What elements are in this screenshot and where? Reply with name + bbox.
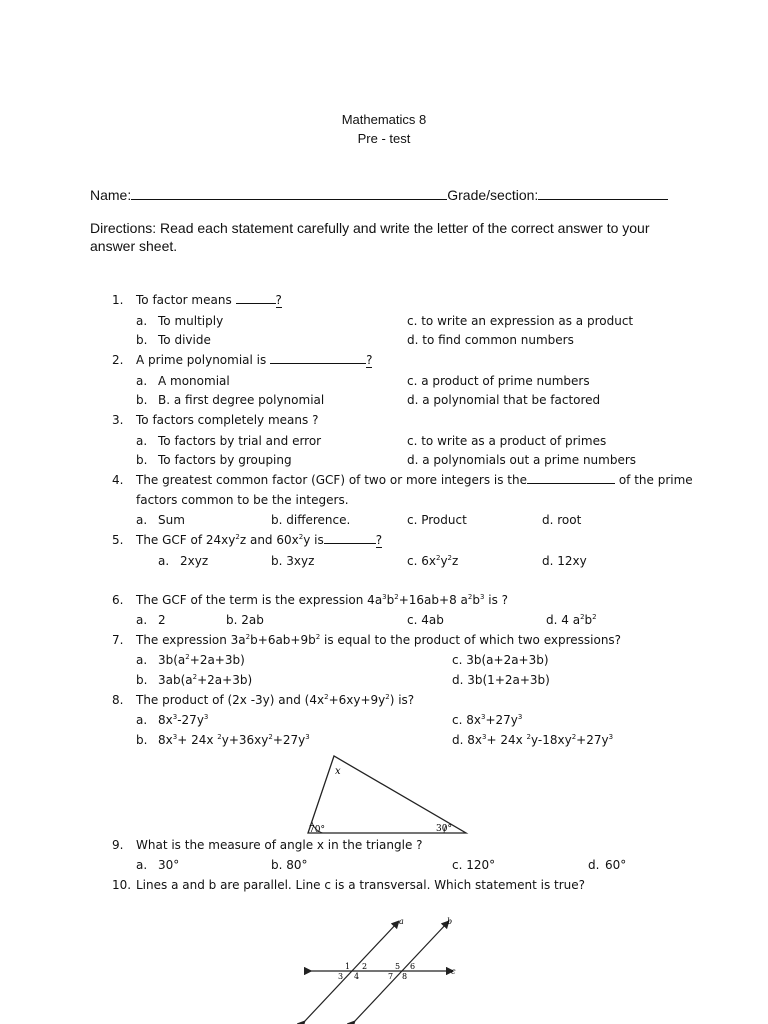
q7-s2: 2 (315, 633, 321, 641)
triangle-figure (300, 752, 476, 836)
name-grade-line (90, 185, 668, 203)
q8-d-s2: 2 (526, 733, 531, 741)
q8-b-s2: 2 (217, 733, 222, 741)
q2-a-letter: a. (136, 374, 148, 388)
angle-5: 5 (395, 962, 401, 971)
q1-end: ? (275, 293, 282, 307)
q5-c-t2: y (440, 554, 448, 568)
q8-a-t1: 8x (158, 713, 173, 727)
q8-d-s3: 2 (571, 733, 577, 741)
q4-text1-end: of the prime (618, 473, 693, 487)
q6-t2: b (386, 593, 395, 607)
q2-b-text: B. a first degree polynomial (158, 393, 325, 407)
q7-number: 7. (112, 633, 124, 647)
q8-c-t1: c. 8x (452, 713, 481, 727)
angle-4: 4 (354, 972, 360, 981)
q6-b: b. 2ab (226, 613, 264, 627)
q7-a-text (158, 653, 245, 667)
q8-c-s2: 3 (517, 713, 523, 721)
q2-a-text: A monomial (158, 374, 230, 388)
q8-d-t4: +27y (576, 733, 609, 747)
q8-t2: +6xy+9y (328, 693, 386, 707)
angle-7: 7 (388, 972, 394, 981)
q6-stem (136, 593, 508, 607)
q7-b-t1: 3ab(a (158, 673, 193, 687)
angle-x-label: x (335, 766, 341, 777)
q10-text: Lines a and b are parallel. Line c is a transversal. Which statement is true? (136, 878, 586, 892)
q7-a-t2: +2a+3b) (189, 653, 245, 667)
q4-stem-line2: factors common to be the integers. (136, 493, 349, 507)
q1-text: To factor means (136, 293, 232, 307)
q5-d: d. 12xy (542, 554, 587, 568)
q2-b-letter: b. (136, 393, 148, 407)
q5-c-s2: 2 (447, 554, 453, 562)
test-type: Pre - test (357, 131, 411, 146)
q10-number: 10. (112, 878, 132, 892)
q8-t1: The product of (2x -3y) and (4x (136, 693, 325, 707)
subject-title: Mathematics 8 (341, 112, 427, 127)
q6-s4: 3 (479, 593, 485, 601)
q8-c-t2: +27y (485, 713, 518, 727)
q2-blank (270, 363, 366, 364)
q8-b-letter: b. (136, 733, 148, 747)
line-b (354, 922, 448, 1022)
q8-s2: 2 (385, 693, 390, 701)
q8-stem (136, 693, 414, 707)
q9-a-text: 30° (158, 858, 180, 872)
q4-d: d. root (542, 513, 582, 527)
q7-b-s1: 2 (192, 673, 198, 681)
q8-a-letter: a. (136, 713, 148, 727)
q7-t1: The expression 3a (136, 633, 246, 647)
q3-c: c. to write as a product of primes (407, 434, 607, 448)
q5-b: b. 3xyz (271, 554, 315, 568)
q8-d-s4: 3 (608, 733, 614, 741)
q7-a-s1: 2 (185, 653, 190, 661)
q3-text: To factors completely means ? (136, 413, 319, 427)
q1-a-text: To multiply (158, 314, 224, 328)
q8-d-t1: d. 8x (452, 733, 482, 747)
q8-a-text (158, 713, 208, 727)
q6-d (546, 613, 597, 627)
q5-t1: The GCF of 24xy (136, 533, 236, 547)
q2-text: A prime polynomial is (136, 353, 267, 367)
grade-label: Grade/section: (447, 187, 539, 203)
q3-a-letter: a. (136, 434, 148, 448)
q6-d-t2: b (584, 613, 593, 627)
q8-b-t1: 8x (158, 733, 173, 747)
q8-b-s4: 3 (305, 733, 310, 741)
q3-number: 3. (112, 413, 124, 427)
q8-b-s3: 2 (268, 733, 273, 741)
q8-a-s1: 3 (172, 713, 178, 721)
q1-b-text: To divide (158, 333, 211, 347)
q5-t3: y is (303, 533, 324, 547)
q4-stem-line1 (136, 473, 693, 487)
q9-a-letter: a. (136, 858, 148, 872)
q7-a-letter: a. (136, 653, 148, 667)
angle-70-label: 70° (309, 825, 325, 835)
q5-s1: 2 (235, 533, 240, 541)
q8-b-t4: +27y (272, 733, 306, 747)
q7-b-letter: b. (136, 673, 148, 687)
q6-t4: b (472, 593, 480, 607)
q6-s2: 2 (394, 593, 399, 601)
q6-t5: is ? (484, 593, 509, 607)
q6-number: 6. (112, 593, 124, 607)
angle-2: 2 (362, 962, 368, 971)
q8-c (452, 713, 522, 727)
q6-c: c. 4ab (407, 613, 444, 627)
q1-c: c. to write an expression as a product (407, 314, 634, 328)
q7-d: d. 3b(1+2a+3b) (452, 673, 550, 687)
label-b: b (447, 917, 453, 926)
q8-d (452, 733, 613, 747)
q5-blank (324, 543, 376, 544)
q6-d-t1: d. 4 a (546, 613, 581, 627)
q9-b: b. 80° (271, 858, 308, 872)
q1-d: d. to find common numbers (407, 333, 574, 347)
angle-1: 1 (345, 962, 351, 971)
q1-a-letter: a. (136, 314, 148, 328)
q3-b-text: To factors by grouping (158, 453, 292, 467)
q7-c: c. 3b(a+2a+3b) (452, 653, 549, 667)
q6-t3: +16ab+8 a (398, 593, 468, 607)
q6-d-s2: 2 (592, 613, 597, 621)
q9-d-letter: d. (588, 858, 600, 872)
angle-3: 3 (338, 972, 344, 981)
q5-c-t3: z (452, 554, 459, 568)
q4-a-text: Sum (158, 513, 185, 527)
parallel-lines-figure (296, 912, 464, 1024)
name-blank[interactable] (131, 185, 447, 200)
q8-d-t2: + 24x (486, 733, 527, 747)
q8-c-s1: 3 (480, 713, 486, 721)
q3-a-text: To factors by trial and error (158, 434, 322, 448)
q5-c (407, 554, 458, 568)
q8-s1: 2 (324, 693, 329, 701)
q4-b: b. difference. (271, 513, 351, 527)
q8-d-t3: y-18xy (530, 733, 572, 747)
q5-s2: 2 (298, 533, 304, 541)
q4-text1: The greatest common factor (GCF) of two or more integers is the (136, 473, 527, 487)
q7-b-t2: +2a+3b) (197, 673, 253, 687)
q6-s1: 3 (382, 593, 387, 601)
label-c: c (451, 967, 456, 976)
q1-blank (236, 303, 276, 304)
q8-b-t3: y+36xy (221, 733, 269, 747)
q2-number: 2. (112, 353, 124, 367)
q2-stem (136, 353, 372, 368)
q8-number: 8. (112, 693, 124, 707)
q9-number: 9. (112, 838, 124, 852)
q3-b-letter: b. (136, 453, 148, 467)
q1-stem (136, 293, 282, 308)
q8-b-text (158, 733, 310, 747)
q5-c-t1: c. 6x (407, 554, 436, 568)
q8-t3: ) is? (389, 693, 415, 707)
q5-end: ? (375, 533, 383, 547)
q5-t2: z and 60x (239, 533, 299, 547)
q5-number: 5. (112, 533, 124, 547)
angle-30-label: 30° (436, 824, 452, 834)
q6-d-s1: 2 (580, 613, 585, 621)
q7-a-t1: 3b(a (158, 653, 186, 667)
triangle-shape (308, 756, 466, 833)
q4-blank (527, 483, 615, 484)
q4-a-letter: a. (136, 513, 148, 527)
q9-d-text: 60° (605, 858, 627, 872)
q3-d: d. a polynomials out a prime numbers (407, 453, 637, 467)
q7-stem (136, 633, 621, 647)
q2-end: ? (366, 353, 373, 367)
q4-c: c. Product (407, 513, 467, 527)
q9-text: What is the measure of angle x in the triangle ? (136, 838, 423, 852)
q7-t3: is equal to the product of which two expressions? (320, 633, 622, 647)
q6-a-letter: a. (136, 613, 148, 627)
q7-s1: 2 (245, 633, 251, 641)
line-a (304, 922, 401, 1022)
angle-6: 6 (410, 962, 416, 971)
q8-b-s1: 3 (172, 733, 178, 741)
q9-c: c. 120° (452, 858, 496, 872)
grade-blank[interactable] (538, 185, 668, 200)
q6-s3: 2 (467, 593, 473, 601)
q5-a-letter: a. (158, 554, 170, 568)
q2-c: c. a product of prime numbers (407, 374, 590, 388)
q6-t1: The GCF of the term is the expression 4a (136, 593, 383, 607)
q8-a-t2: -27y (177, 713, 204, 727)
q1-number: 1. (112, 293, 124, 307)
q8-a-s2: 3 (203, 713, 209, 721)
q5-c-s1: 2 (435, 554, 441, 562)
q5-stem (136, 533, 382, 548)
q5-a-text: 2xyz (180, 554, 209, 568)
q4-number: 4. (112, 473, 124, 487)
q7-t2: b+6ab+9b (250, 633, 316, 647)
q8-d-s1: 3 (481, 733, 487, 741)
angle-8: 8 (402, 972, 408, 981)
q2-d: d. a polynomial that be factored (407, 393, 601, 407)
directions: Directions: Read each statement carefully and write the letter of the correct answer to your answer sheet. (90, 220, 650, 254)
label-a: a (399, 917, 404, 926)
q8-b-t2: + 24x (177, 733, 218, 747)
q6-a-text: 2 (158, 613, 166, 627)
q7-b-text (158, 673, 252, 687)
q1-b-letter: b. (136, 333, 148, 347)
name-label: Name: (90, 187, 132, 203)
